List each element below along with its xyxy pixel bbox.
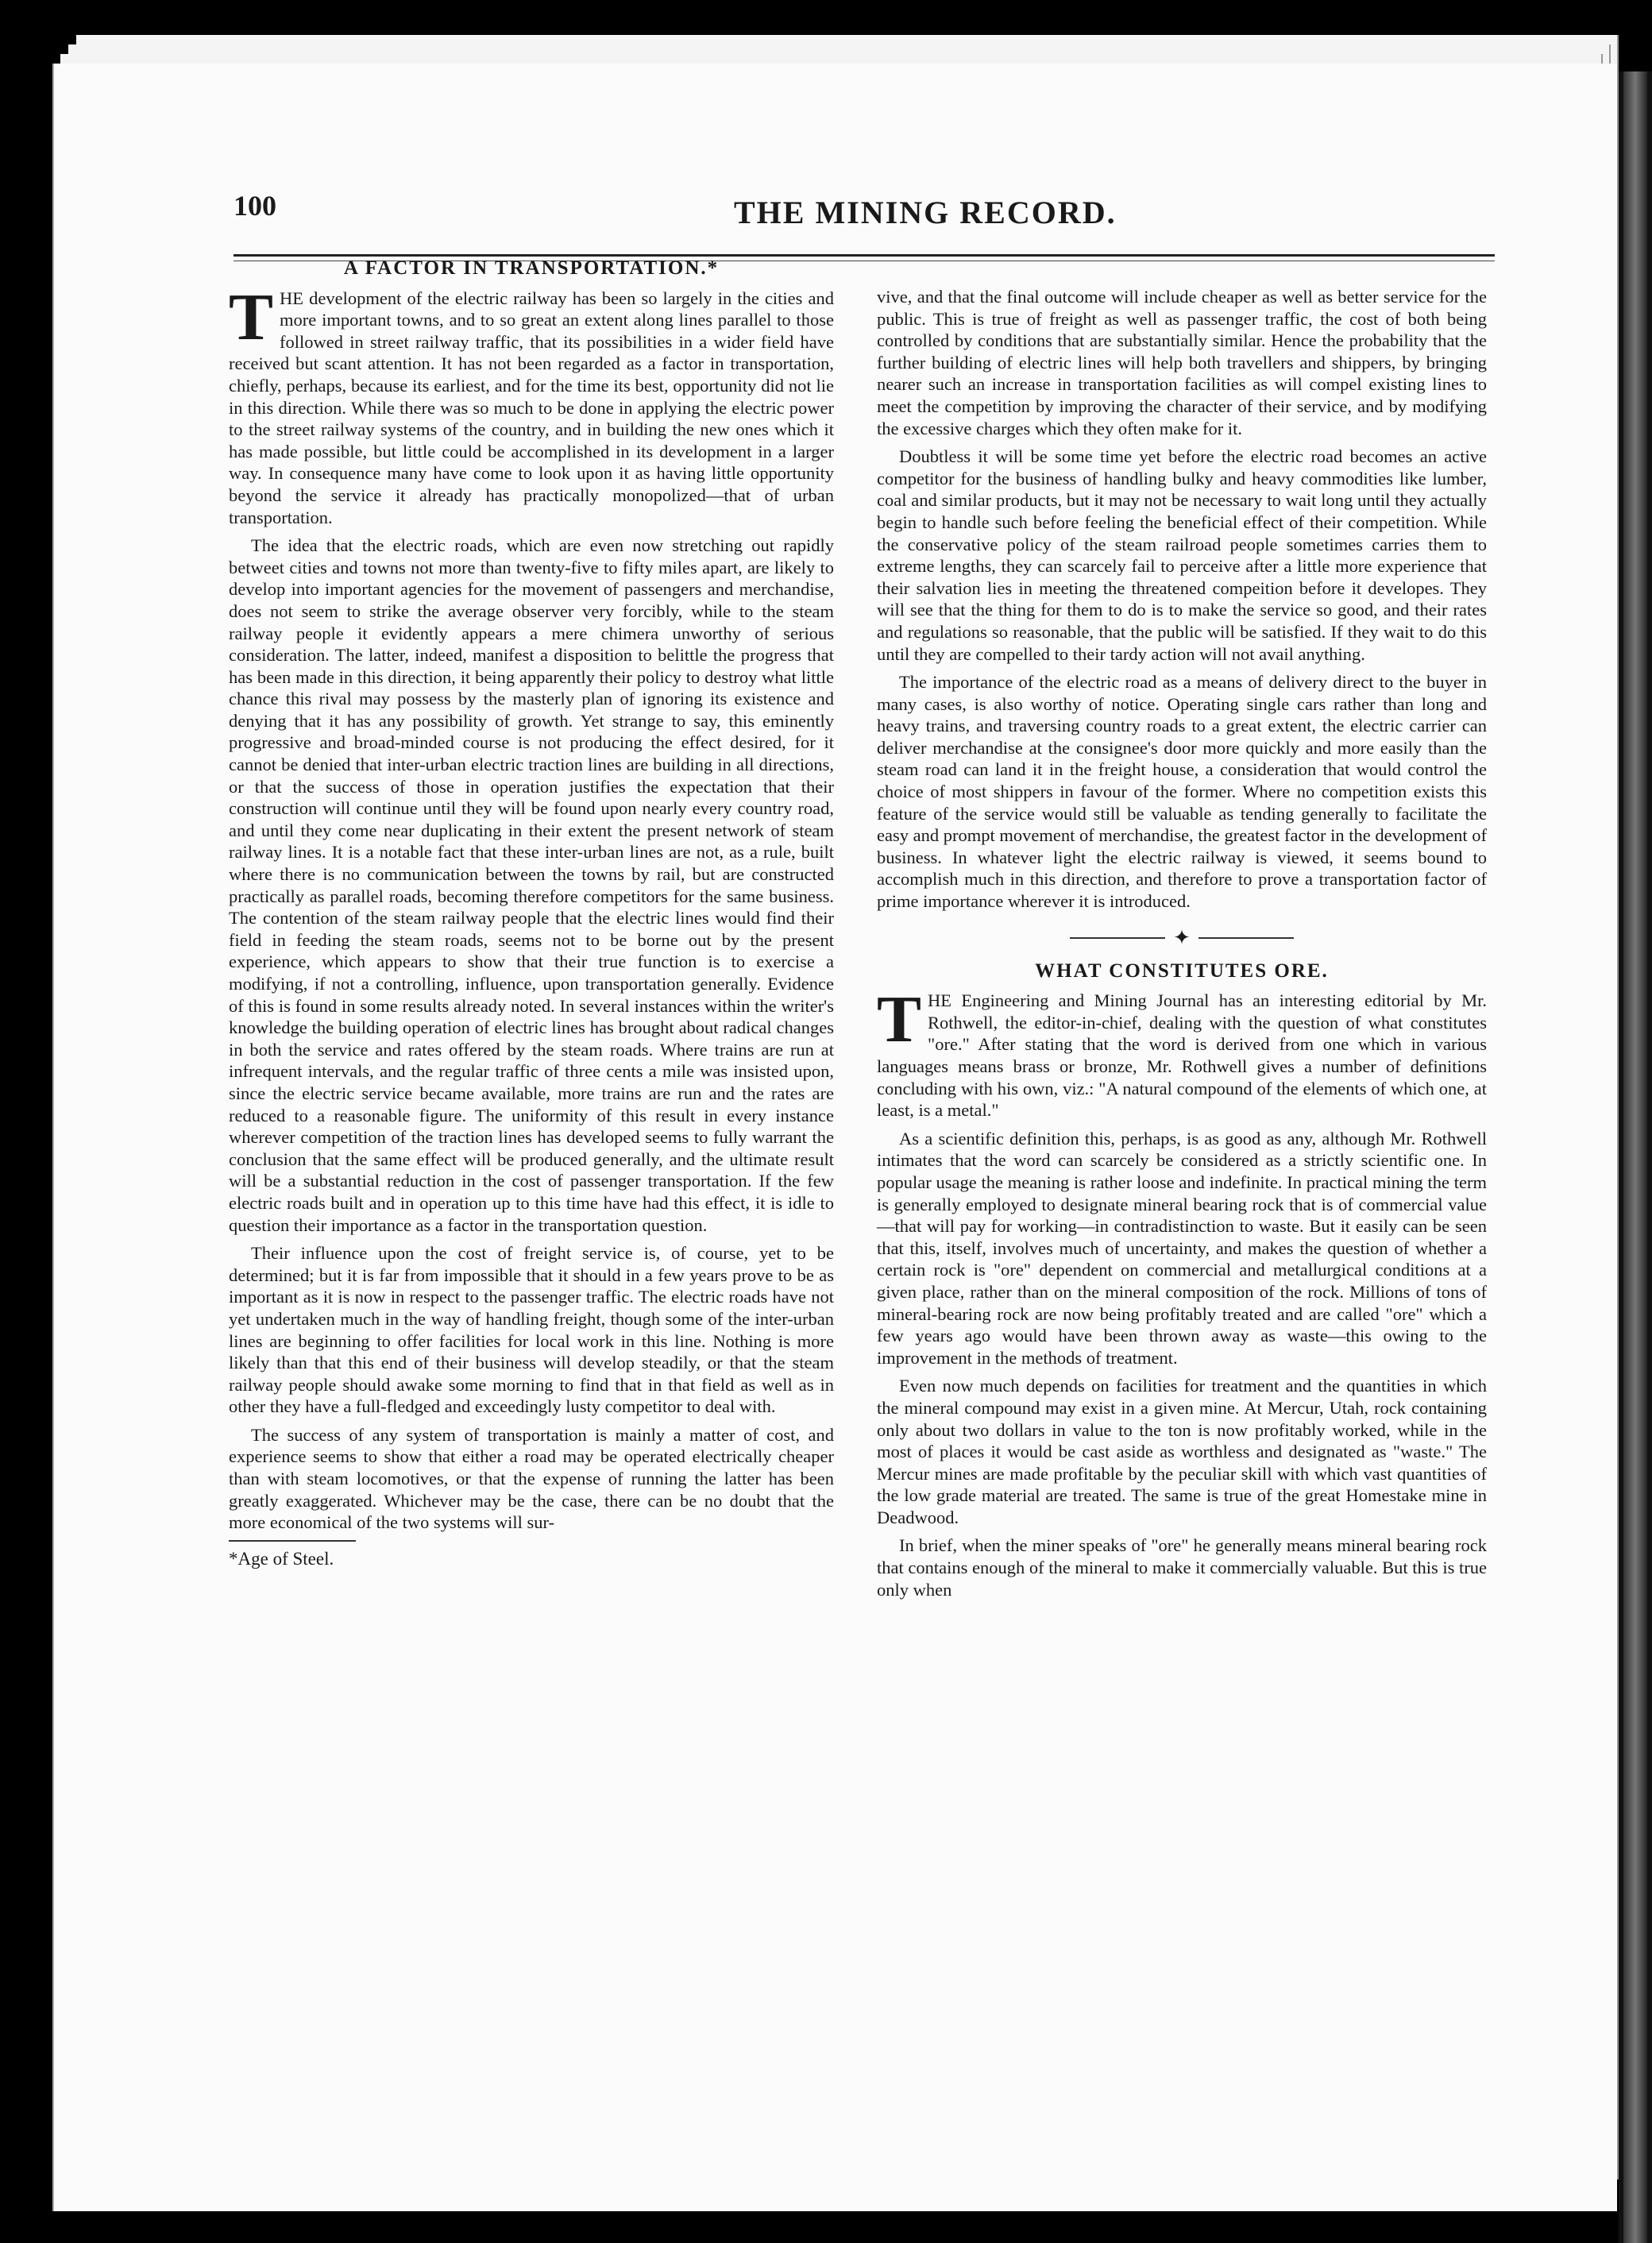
- article-paragraph: Their influence upon the cost of freight service is, of course, yet to be determined; but it is far from impossible that it should in a few years prove to be as important as it is now in respect to the passenger traffic. The electric roads have not yet undertaken much in the way of handling freight, though some of the inter-urban lines are beginning to offer facilities for local work in this line. Nothing is more likely than that this end of their business will develop steadily, or that the steam railway people should awake some morning to find that in that field as well as in other they have a full-fledged and exceedingly lusty competitor to deal with.: [229, 1243, 834, 1417]
- paragraph-text: HE development of the electric railway has been so largely in the cities and more important towns, and to so great an extent along lines parallel to those followed in street railway traffic, that its possibilities in a wider field have received but scant attention. It has not been regarded as a factor in transportation, chiefly, perhaps, because its earliest, and for the time its best, opportunity did not lie in this direction. While there was so much to be done in applying the electric power to the street railway systems of the country, and in building the new ones which it has made possible, but little could be accomplished in its development in a larger way. In consequence many have come to look upon it as having little opportunity beyond the service it already has practically monopolized—that of urban transportation.: [229, 288, 834, 527]
- footnote: *Age of Steel.: [229, 1548, 334, 1569]
- page-number: 100: [234, 190, 276, 222]
- article-paragraph: The success of any system of transportation is mainly a matter of cost, and experience seems to show that either a road may be operated electrically cheaper than with steam locomotives, or that the expense of running the latter has been greatly exaggerated. Whichever may be the case, there can be no doubt that the more economical of the two systems will sur-: [229, 1424, 834, 1533]
- section-divider: [877, 925, 1487, 949]
- article-paragraph: In brief, when the miner speaks of "ore" he generally means mineral bearing rock that contains enough of the mineral to make it commercially valuable. But this is true only when: [877, 1535, 1487, 1600]
- left-column: [229, 253, 834, 1569]
- footnote-rule: [229, 1540, 356, 1542]
- journal-title: THE MINING RECORD.: [734, 195, 1117, 230]
- article-paragraph: As a scientific definition this, perhaps, is as good as any, although Mr. Rothwell intimates that the word can scarcely be considered as a strictly scientific one. In popular usage the meaning is rather loose and indefinite. In practical mining the term is generally employed to designate mineral bearing rock that is of commercial value—that will pay for working—in contradistinction to waste. But it easily can be seen that this, itself, involves much of uncertainty, and makes the question of whether a certain rock is "ore" dependent on commercial and metallurgical conditions at a given place, rather than on the mineral composition of the rock. Millions of tons of mineral-bearing rock are now being profitably treated and are called "ore" which a few years ago would have been thrown away as waste—this owing to the improvement in the methods of treatment.: [877, 1128, 1487, 1368]
- article-paragraph: The idea that the electric roads, which are even now stretching out rapidly betweet cities and towns not more than twenty-five to fifty miles apart, are likely to develop into important agencies for the movement of passengers and merchandise, does not seem to strike the average observer very forcibly, while to the steam railway people it evidently appears a mere chimera unworthy of serious consideration. The latter, indeed, manifest a disposition to belittle the progress that has been made in this direction, it being apparently their policy to destroy what little chance this rival may possess by the masterly plan of ignoring its existence and denying that it has any possibility of growth. Yet strange to say, this eminently progressive and broad-minded course is not producing the effect desired, for it cannot be denied that inter-urban electric traction lines are building in all directions, or that the success of those in operation justifies the expectation that their construction will continue until they will be found upon nearly every country road, and until they come near duplicating in their extent the present network of steam railway lines. It is a notable fact that these inter-urban lines are not, as a rule, built where there is no communication between the towns by rail, but are constructed practically as parallel roads, becoming therefore competitors for the same business. The contention of the steam railway people that the electric lines would find their field in feeding the steam roads, seems not to be borne out by the present experience, which appears to show that their true function is to exercise a modifying, if not a controlling, influence, upon transportation generally. Evidence of this is found in some results already noted. In several instances within the writer's knowledge the building operation of electric lines has brought about radical changes in both the service and rates offered by the steam roads. Where trains are run at infrequent intervals, and the regular traffic of three cents a mile was insisted upon, since the electric service became available, more trains are run and the rates are reduced to a reasonable figure. The uniformity of this result in every instance wherever competition of the traction lines has developed seems to fully warrant the conclusion that the same effect will be produced generally, and the ultimate result will be a substantial reduction in the cost of passenger transportation. If the few electric roads built and in operation up to this time have had this effect, it is idle to question their importance as a factor in the transportation question.: [229, 535, 834, 1235]
- article-paragraph: Even now much depends on facilities for treatment and the quantities in which the mineral compound may exist in a given mine. At Mercur, Utah, rock containing only about two dollars in value to the ton is now profitably worked, while in the most of places it would be cast aside as worthless and designated as "waste." The Mercur mines are made profitable by the peculiar skill with which vast quantities of the low grade material are treated. The same is true of the great Homestake mine in Deadwood.: [877, 1376, 1487, 1527]
- divider-line: [1198, 937, 1294, 939]
- book-spine-strip: [1619, 71, 1652, 2243]
- right-column: [877, 286, 1487, 1607]
- article-paragraph: vive, and that the final outcome will include cheaper as well as better service for the public. This is true of freight as well as passenger traffic, the cost of both being controlled by conditions that are substantially similar. Hence the probability that the further building of electric lines will help both travellers and shippers, by bringing nearer such an increase in transportation facilities as will compel existing lines to meet the competition by improving the character of their service, and by modifying the excessive charges which they often make for it.: [877, 287, 1487, 438]
- article-paragraph: [229, 280, 834, 529]
- running-head: [234, 189, 1495, 237]
- drop-cap: T: [229, 280, 274, 354]
- divider-line: [1070, 937, 1165, 939]
- drop-cap: T: [877, 983, 922, 1057]
- article-paragraph: The importance of the electric road as a means of delivery direct to the buyer in many cases, is also worthy of notice. Operating single cars rather than long and heavy trains, and traversing country roads to a great extent, the electric carrier can deliver merchandise at the consignee's door more quickly and more easily than the steam road can land it in the freight house, a consideration that would control the choice of most shippers in favour of the former. Where no competition exists this feature of the service would still be valuable as tending generally to facilitate the easy and prompt movement of merchandise, the greatest factor in the development of business. In whatever light the electric railway is viewed, it seems bound to accomplish much in this direction, and therefore to prove a transportation factor of prime importance wherever it is introduced.: [877, 672, 1487, 912]
- ornament-icon: ✦: [1173, 925, 1191, 949]
- spine-shadow: [1623, 71, 1647, 2243]
- article-paragraph: Doubtless it will be some time yet before the electric road becomes an active competitor for the business of handling bulky and heavy commodities like lumber, coal and similar products, but it may not be necessary to wait long until they actually begin to handle such before feeling the beneficial effect of their competition. While the conservative policy of the steam railroad people sometimes carries them to extreme lengths, they can scarcely fail to perceive after a little more experience that their salvation lies in meeting the threatened compeition before it developes. They will see that the thing for them to do is to make the service so good, and their rates and regulations so reasonable, that the public will be satisfied. If they wait to do this until they are compelled to their tardy action will not avail anything.: [877, 446, 1487, 664]
- article-title-ore: WHAT CONSTITUTES ORE.: [1035, 959, 1329, 982]
- paragraph-text: HE Engineering and Mining Journal has an interesting editorial by Mr. Rothwell, the editor-in-chief, dealing with the question of what constitutes "ore." After stating that the word is derived from one which in various languages means brass or bronze, Mr. Rothwell gives a number of definitions concluding with his own, viz.: "A natural compound of the elements of which one, at least, is a metal.": [877, 990, 1487, 1121]
- article-title-transportation: A FACTOR IN TRANSPORTATION.*: [343, 257, 720, 279]
- article-paragraph: [877, 983, 1487, 1122]
